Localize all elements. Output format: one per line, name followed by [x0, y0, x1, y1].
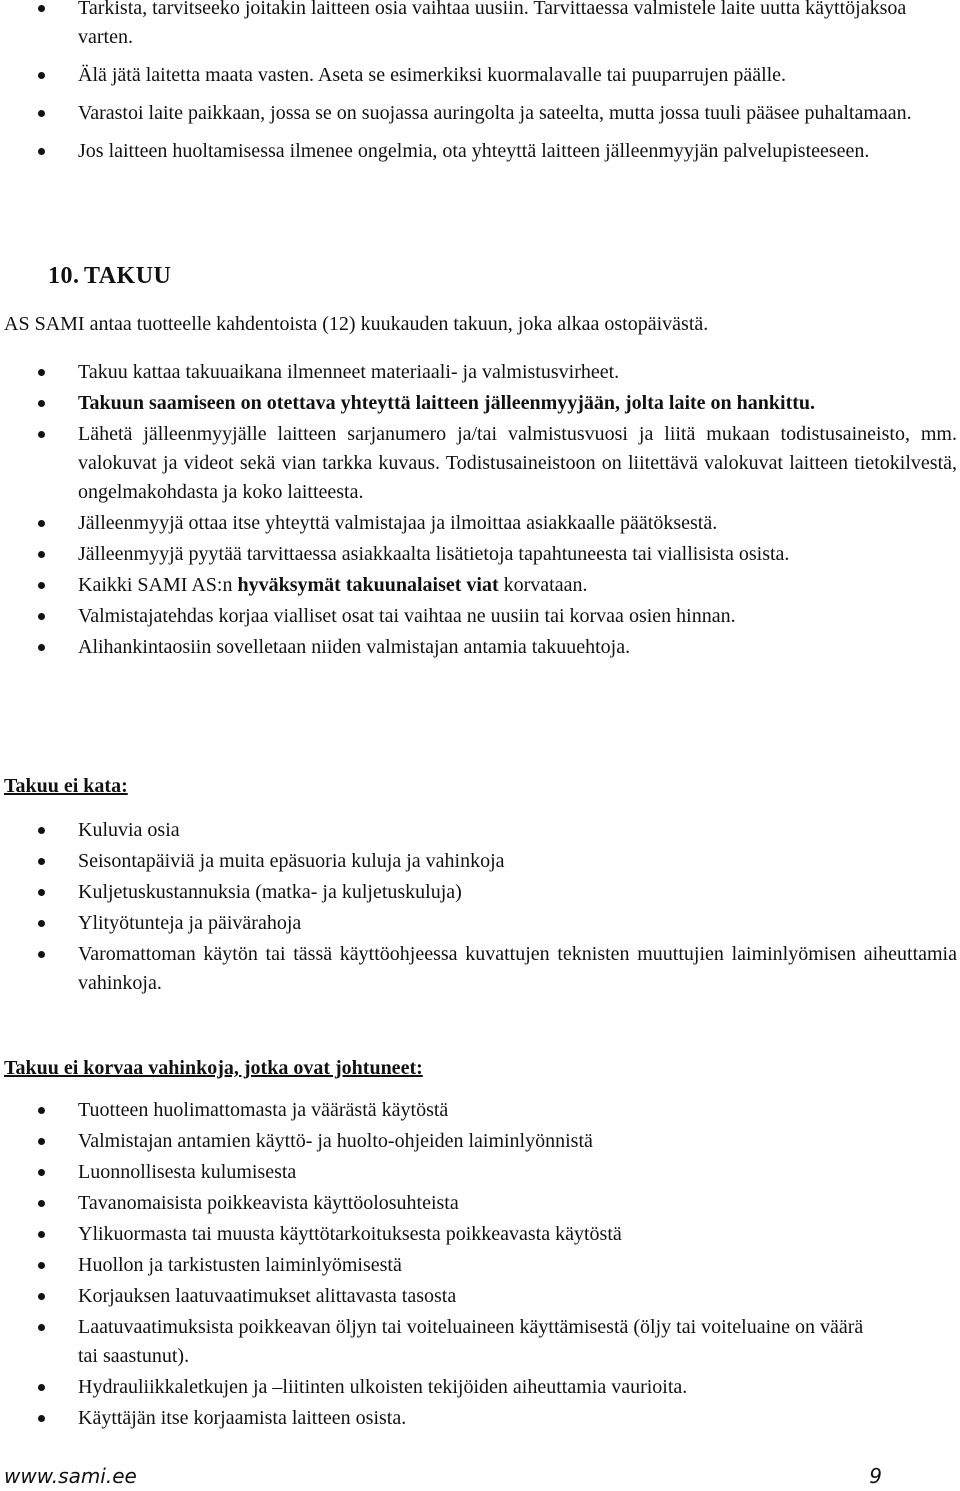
not-covered-heading: Takuu ei kata:	[4, 775, 128, 797]
list-item: Seisontapäiviä ja muita epäsuoria kuluja ja vahinkoja	[0, 847, 960, 876]
list-item: Tavanomaisista poikkeavista käyttöolosuhteista	[0, 1189, 960, 1218]
page-number: 9	[869, 1464, 882, 1488]
list-item: Huollon ja tarkistusten laiminlyömisestä	[0, 1251, 960, 1280]
list-item: Valmistajan antamien käyttö- ja huolto-ohjeiden laiminlyönnistä	[0, 1127, 960, 1156]
list-item: Kuluvia osia	[0, 816, 960, 845]
warranty-intro: AS SAMI antaa tuotteelle kahdentoista (12) kuukauden takuun, joka alkaa ostopäivästä.	[4, 313, 709, 335]
bold-text: hyväksymät takuunalaiset viat	[237, 574, 499, 596]
list-item: Ylikuormasta tai muusta käyttötarkoituksesta poikkeavasta käytöstä	[0, 1220, 960, 1249]
list-item: Jos laitteen huoltamisessa ilmenee ongelmia, ota yhteyttä laitteen jälleenmyyjän palvelupisteeseen.	[0, 137, 960, 166]
not-compensated-heading: Takuu ei korvaa vahinkoja, jotka ovat johtuneet:	[4, 1057, 423, 1079]
list-item: Lähetä jälleenmyyjälle laitteen sarjanumero ja/tai valmistusvuosi ja liitä mukaan todistusaineisto, mm. valokuvat ja videot sekä vian tarkka kuvaus. Todistusaineistoon on liitettävä valokuvat laitteen tietokilvestä, ongelmakohdasta ja koko laitteesta.	[0, 420, 960, 507]
maintenance-list	[0, 0, 960, 175]
list-item	[0, 571, 960, 600]
list-item: Tuotteen huolimattomasta ja väärästä käytöstä	[0, 1096, 960, 1125]
list-item: Laatuvaatimuksista poikkeavan öljyn tai voiteluaineen käyttämisestä (öljy tai voiteluaine on väärä tai saastunut).	[0, 1313, 960, 1371]
list-item: Jälleenmyyjä pyytää tarvittaessa asiakkaalta lisätietoja tapahtuneesta tai viallisista osista.	[0, 540, 960, 569]
list-item: Tarkista, tarvitseeko joitakin laitteen osia vaihtaa uusiin. Tarvittaessa valmistele laite uutta käyttöjaksoa varten.	[0, 0, 960, 52]
list-item: Varomattoman käytön tai tässä käyttöohjeessa kuvattujen teknisten muuttujien laiminlyömisen aiheuttamia vahinkoja.	[0, 940, 960, 998]
list-item: Ylityötunteja ja päivärahoja	[0, 909, 960, 938]
list-item: Varastoi laite paikkaan, jossa se on suojassa auringolta ja sateelta, mutta jossa tuuli pääsee puhaltamaan.	[0, 99, 960, 128]
text-segment: Kaikki SAMI AS:n	[78, 574, 238, 596]
footer-url: www.sami.ee	[4, 1464, 137, 1488]
list-item: Hydrauliikkaletkujen ja –liitinten ulkoisten tekijöiden aiheuttamia vaurioita.	[0, 1373, 960, 1402]
bold-text: Takuun saamiseen on otettava yhteyttä laitteen jälleenmyyjään, jolta laite on hankittu.	[78, 392, 816, 414]
list-item: Käyttäjän itse korjaamista laitteen osista.	[0, 1404, 960, 1433]
section-title: TAKUU	[84, 263, 172, 289]
list-item: Kuljetuskustannuksia (matka- ja kuljetuskuluja)	[0, 878, 960, 907]
list-item: Älä jätä laitetta maata vasten. Aseta se esimerkiksi kuormalavalle tai puuparrujen päälle.	[0, 61, 960, 90]
list-item: Korjauksen laatuvaatimukset alittavasta tasosta	[0, 1282, 960, 1311]
list-item: Takuu kattaa takuuaikana ilmenneet materiaali- ja valmistusvirheet.	[0, 358, 960, 387]
section-heading	[48, 262, 171, 291]
section-number: 10.	[48, 263, 80, 289]
warranty-terms-list	[0, 358, 960, 664]
list-item	[0, 389, 960, 418]
list-item: Valmistajatehdas korjaa vialliset osat tai vaihtaa ne uusiin tai korvaa osien hinnan.	[0, 602, 960, 631]
not-covered-list	[0, 816, 960, 1000]
list-item: Jälleenmyyjä ottaa itse yhteyttä valmistajaa ja ilmoittaa asiakkaalle päätöksestä.	[0, 509, 960, 538]
list-item: Alihankintaosiin sovelletaan niiden valmistajan antamia takuuehtoja.	[0, 633, 960, 662]
text-segment: korvataan.	[498, 574, 588, 596]
list-item: Luonnollisesta kulumisesta	[0, 1158, 960, 1187]
not-compensated-list	[0, 1096, 960, 1435]
